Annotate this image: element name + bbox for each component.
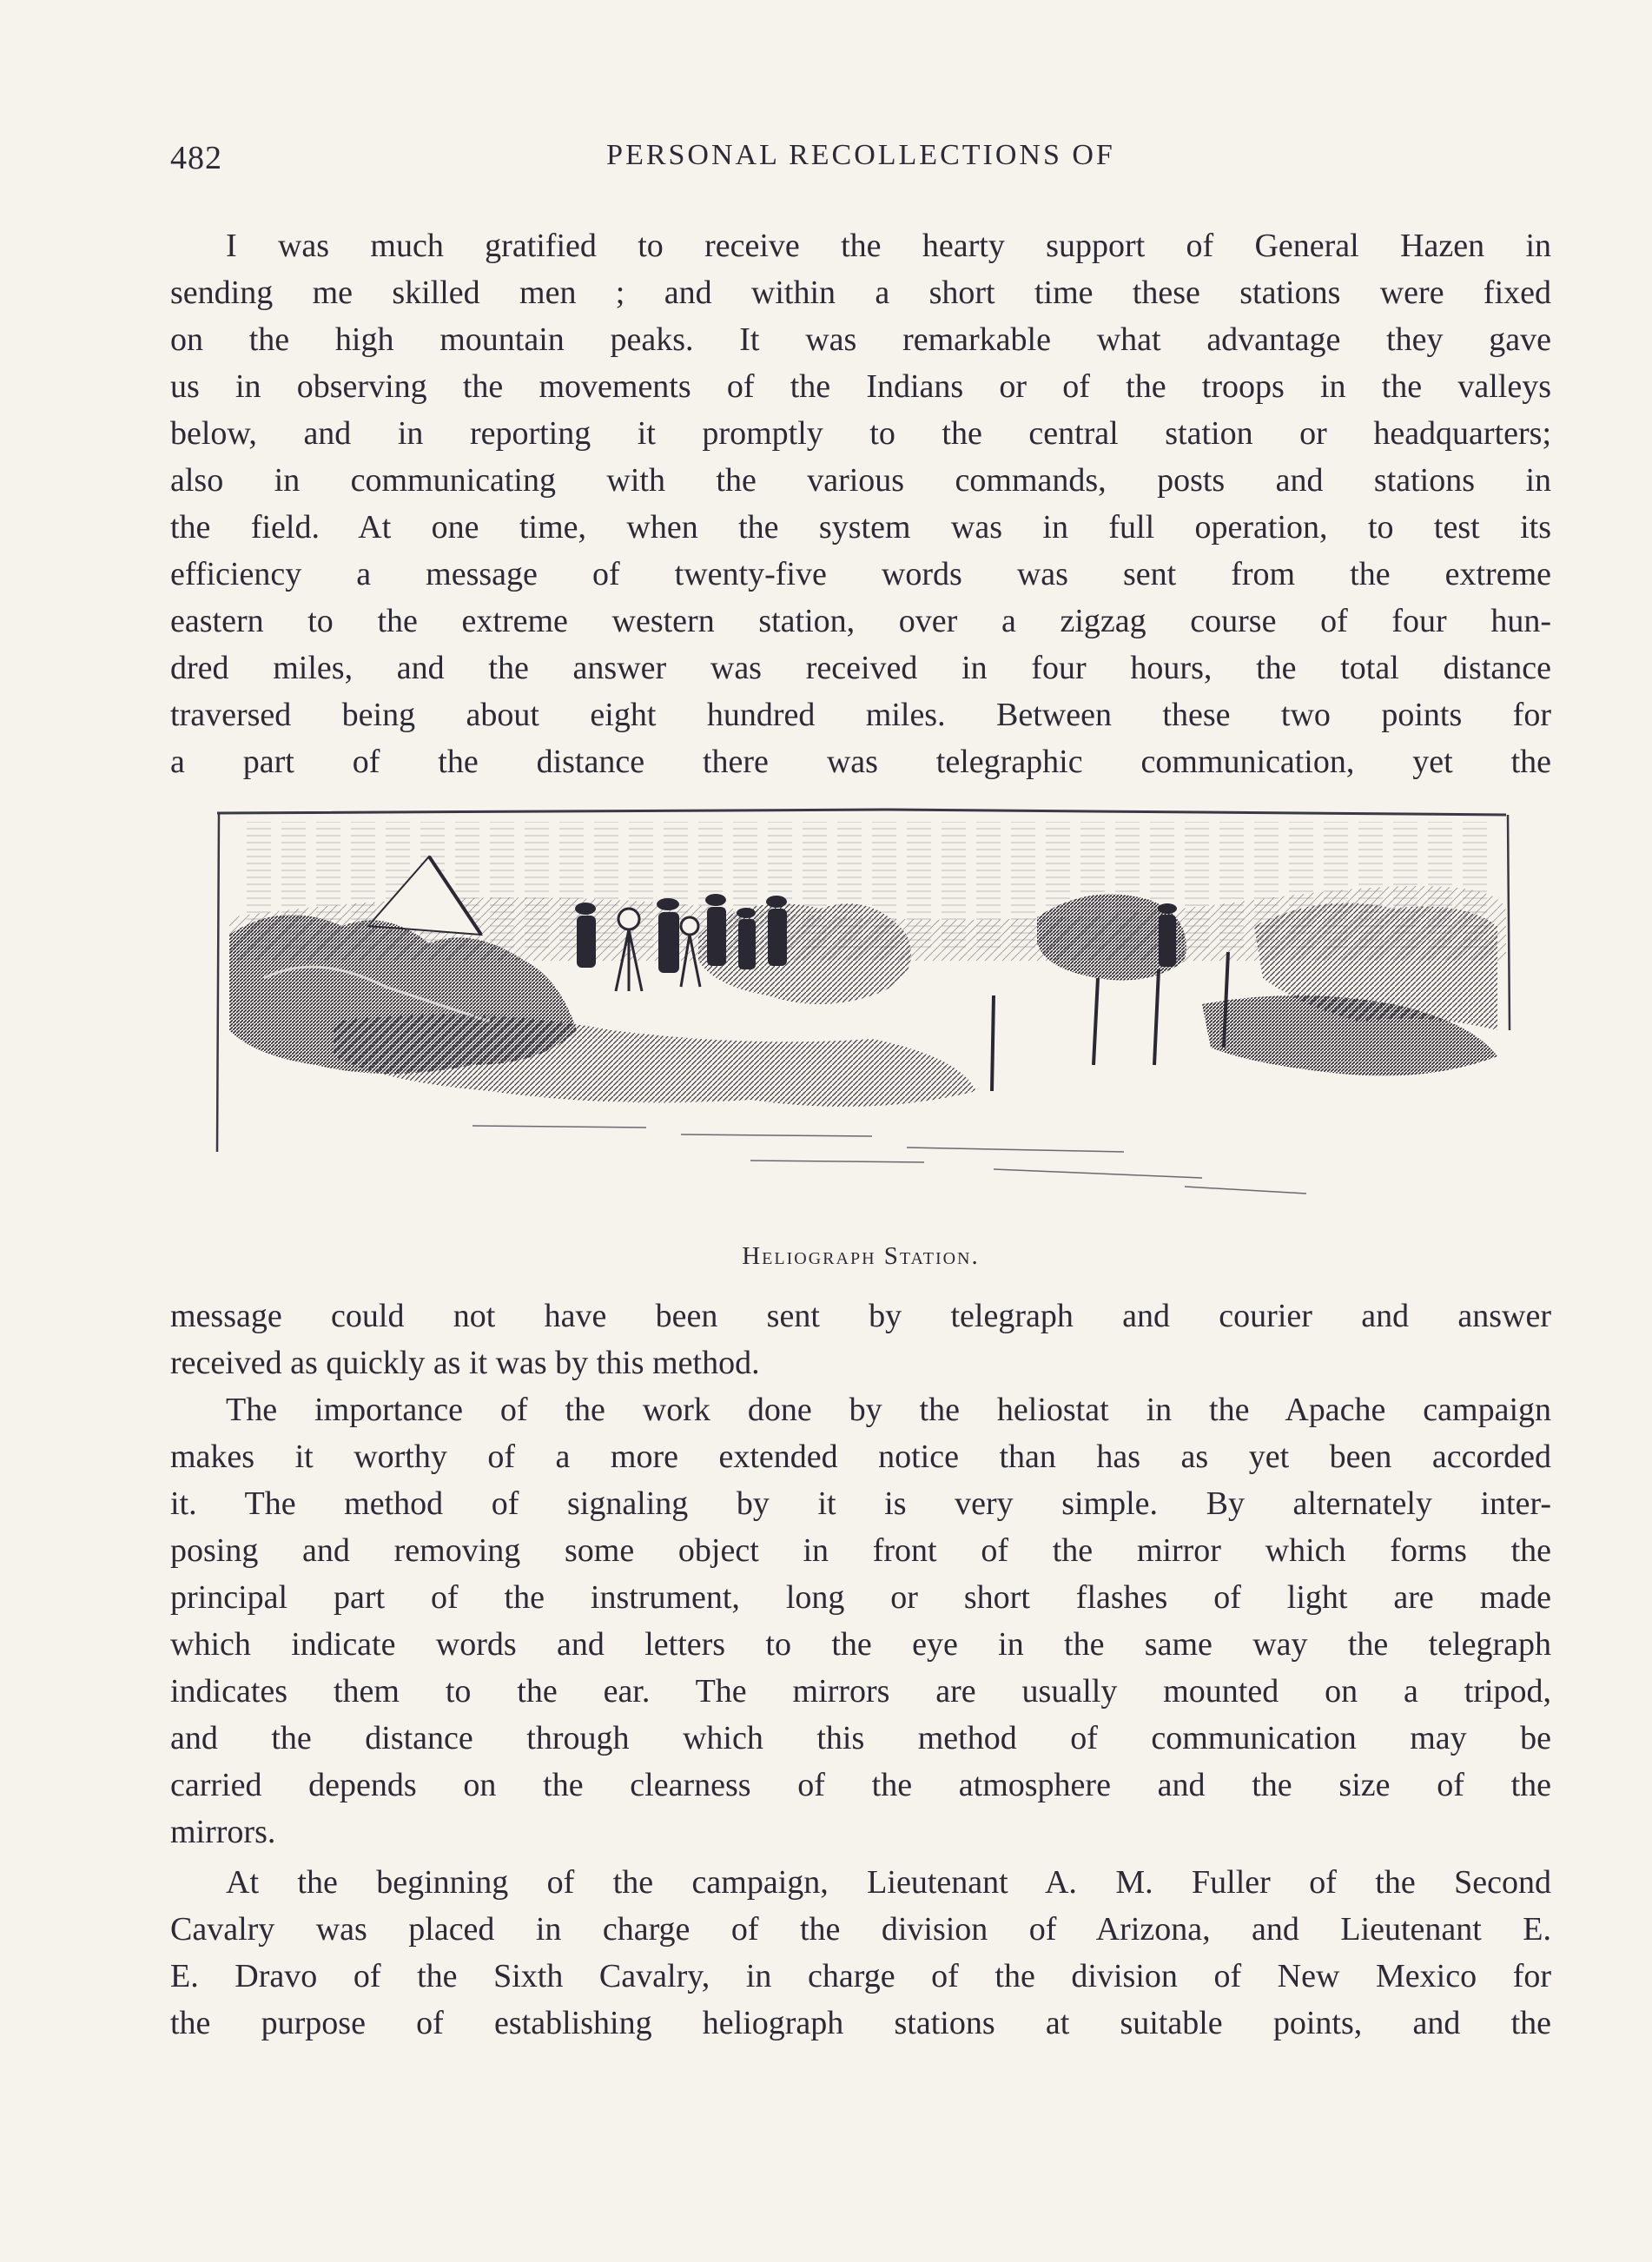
text-line: At the beginning of the campaign, Lieutenant A. M. Fuller of the Second — [226, 1864, 1551, 1901]
text-line: message could not have been sent by telegraph and courier and answer — [170, 1298, 1551, 1334]
paragraph-1 — [170, 222, 1551, 785]
paragraph-4 — [170, 1859, 1551, 2047]
page-number: 482 — [170, 140, 222, 176]
paragraph-3 — [170, 1386, 1551, 1855]
text-line: the purpose of establishing heliograph stations at suitable points, and the — [170, 2005, 1551, 2041]
text-line: eastern to the extreme western station, over a zigzag course of four hun- — [170, 603, 1551, 639]
text-line: on the high mountain peaks. It was remarkable what advantage they gave — [170, 321, 1551, 358]
text-line: it. The method of signaling by it is very simple. By alternately inter- — [170, 1485, 1551, 1522]
text-line: dred miles, and the answer was received in four hours, the total distance — [170, 650, 1551, 686]
text-line: also in communicating with the various commands, posts and stations in — [170, 462, 1551, 499]
running-title: PERSONAL RECOLLECTIONS OF — [606, 139, 1115, 171]
text-line: mirrors. — [170, 1814, 276, 1850]
text-line: and the distance through which this method of communication may be — [170, 1720, 1551, 1756]
engraving-drawing — [212, 804, 1515, 1239]
text-line: sending me skilled men ; and within a short time these stations were fixed — [170, 274, 1551, 311]
text-line: posing and removing some object in front of the mirror which forms the — [170, 1532, 1551, 1569]
text-line: received as quickly as it was by this method. — [170, 1345, 760, 1381]
text-line: principal part of the instrument, long or short flashes of light are made — [170, 1579, 1551, 1616]
text-line: efficiency a message of twenty-five words was sent from the extreme — [170, 556, 1551, 592]
text-line: us in observing the movements of the Indians or of the troops in the valleys — [170, 368, 1551, 405]
text-line: E. Dravo of the Sixth Cavalry, in charge of the division of New Mexico for — [170, 1958, 1551, 1994]
text-line: traversed being about eight hundred miles. Between these two points for — [170, 697, 1551, 733]
text-line: Cavalry was placed in charge of the division of Arizona, and Lieutenant E. — [170, 1911, 1551, 1948]
running-head — [170, 139, 1551, 191]
text-line: which indicate words and letters to the eye in the same way the telegraph — [170, 1626, 1551, 1663]
text-line: a part of the distance there was telegraphic communication, yet the — [170, 744, 1551, 780]
text-line: I was much gratified to receive the hearty support of General Hazen in — [226, 228, 1551, 264]
heliograph-station-illustration — [212, 804, 1515, 1239]
text-line: The importance of the work done by the heliostat in the Apache campaign — [226, 1392, 1551, 1428]
illustration-caption: Heliograph Station. — [742, 1242, 980, 1270]
text-line: makes it worthy of a more extended notice than has as yet been accorded — [170, 1439, 1551, 1475]
text-line: below, and in reporting it promptly to the central station or headquarters; — [170, 415, 1551, 452]
text-line: indicates them to the ear. The mirrors are usually mounted on a tripod, — [170, 1673, 1551, 1710]
text-line: carried depends on the clearness of the atmosphere and the size of the — [170, 1767, 1551, 1803]
paragraph-2 — [170, 1293, 1551, 1386]
text-line: the field. At one time, when the system was in full operation, to test its — [170, 509, 1551, 546]
